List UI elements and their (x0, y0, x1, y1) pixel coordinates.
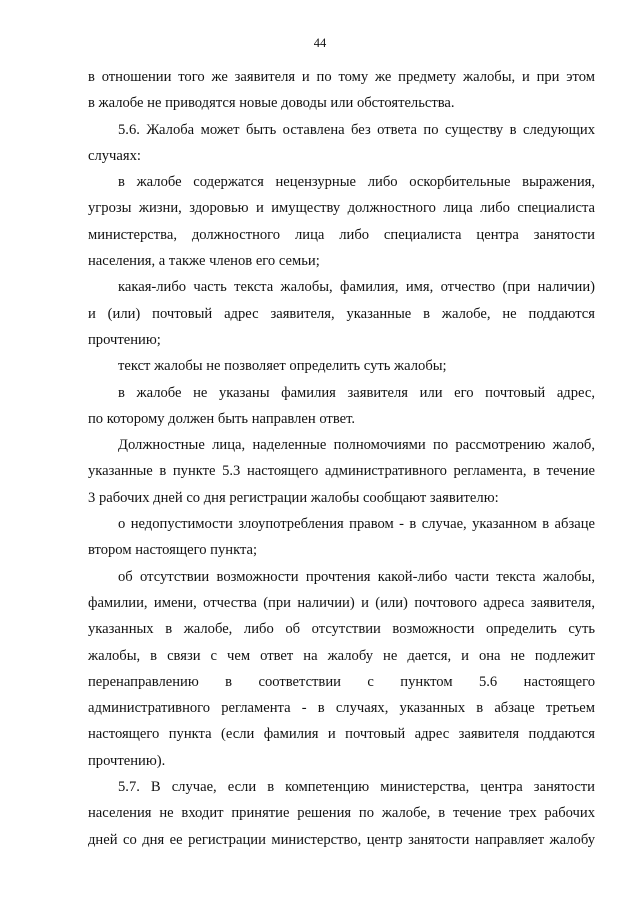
text-line: министерства, должностного лица либо специалиста центра занятости (88, 226, 595, 243)
text-line: перенаправлению в соответствии с пунктом 5.6 настоящего (88, 673, 595, 690)
text-line: в жалобе содержатся нецензурные либо оскорбительные выражения, (118, 174, 595, 191)
text-line: дней со дня ее регистрации министерство, центр занятости направляет жалобу (88, 831, 595, 848)
text-line: угрозы жизни, здоровью и имуществу должностного лица либо специалиста (88, 200, 595, 217)
body-text (88, 64, 595, 853)
text-line: в жалобе не указаны фамилия заявителя или его почтовый адрес, (118, 384, 595, 401)
text-line: указанных в жалобе, либо об отсутствии возможности определить суть (88, 621, 595, 638)
text-line: прочтению). (88, 752, 166, 769)
text-line: указанные в пункте 5.3 настоящего административного регламента, в течение (88, 463, 595, 480)
text-line: текст жалобы не позволяет определить суть жалобы; (118, 358, 447, 375)
page-number: 44 (313, 36, 327, 50)
text-line: какая-либо часть текста жалобы, фамилия, имя, отчество (при наличии) (118, 279, 595, 296)
text-line: втором настоящего пункта; (88, 542, 258, 559)
text-line: административного регламента - в случаях, указанных в абзаце третьем (88, 700, 595, 717)
text-line: фамилии, имени, отчества (при наличии) и (или) почтового адреса заявителя, (88, 594, 595, 611)
text-line: случаях: (88, 147, 141, 164)
text-line: прочтению; (88, 331, 161, 348)
text-line: о недопустимости злоупотребления правом - в случае, указанном в абзаце (118, 516, 595, 533)
text-line: населения не входит принятие решения по жалобе, в течение трех рабочих (88, 805, 595, 822)
text-line: 3 рабочих дней со дня регистрации жалобы сообщают заявителю: (88, 489, 499, 506)
text-line: 5.7. В случае, если в компетенцию министерства, центра занятости (118, 779, 595, 796)
text-line: в отношении того же заявителя и по тому же предмету жалобы, и при этом (88, 69, 595, 85)
text-line: по которому должен быть направлен ответ. (88, 410, 356, 427)
text-line: 5.6. Жалоба может быть оставлена без ответа по существу в следующих (118, 121, 595, 138)
text-line: в жалобе не приводятся новые доводы или обстоятельства. (88, 95, 455, 112)
text-line: об отсутствии возможности прочтения какой-либо части текста жалобы, (118, 568, 595, 585)
text-line: населения, а также членов его семьи; (88, 253, 320, 270)
text-line: Должностные лица, наделенные полномочиями по рассмотрению жалоб, (118, 437, 595, 454)
text-line: настоящего пункта (если фамилия и почтовый адрес заявителя поддаются (88, 726, 595, 743)
text-line: и (или) почтовый адрес заявителя, указанные в жалобе, не поддаются (88, 305, 595, 322)
text-line: жалобы, в связи с чем ответ на жалобу не дается, и она не подлежит (88, 647, 595, 664)
